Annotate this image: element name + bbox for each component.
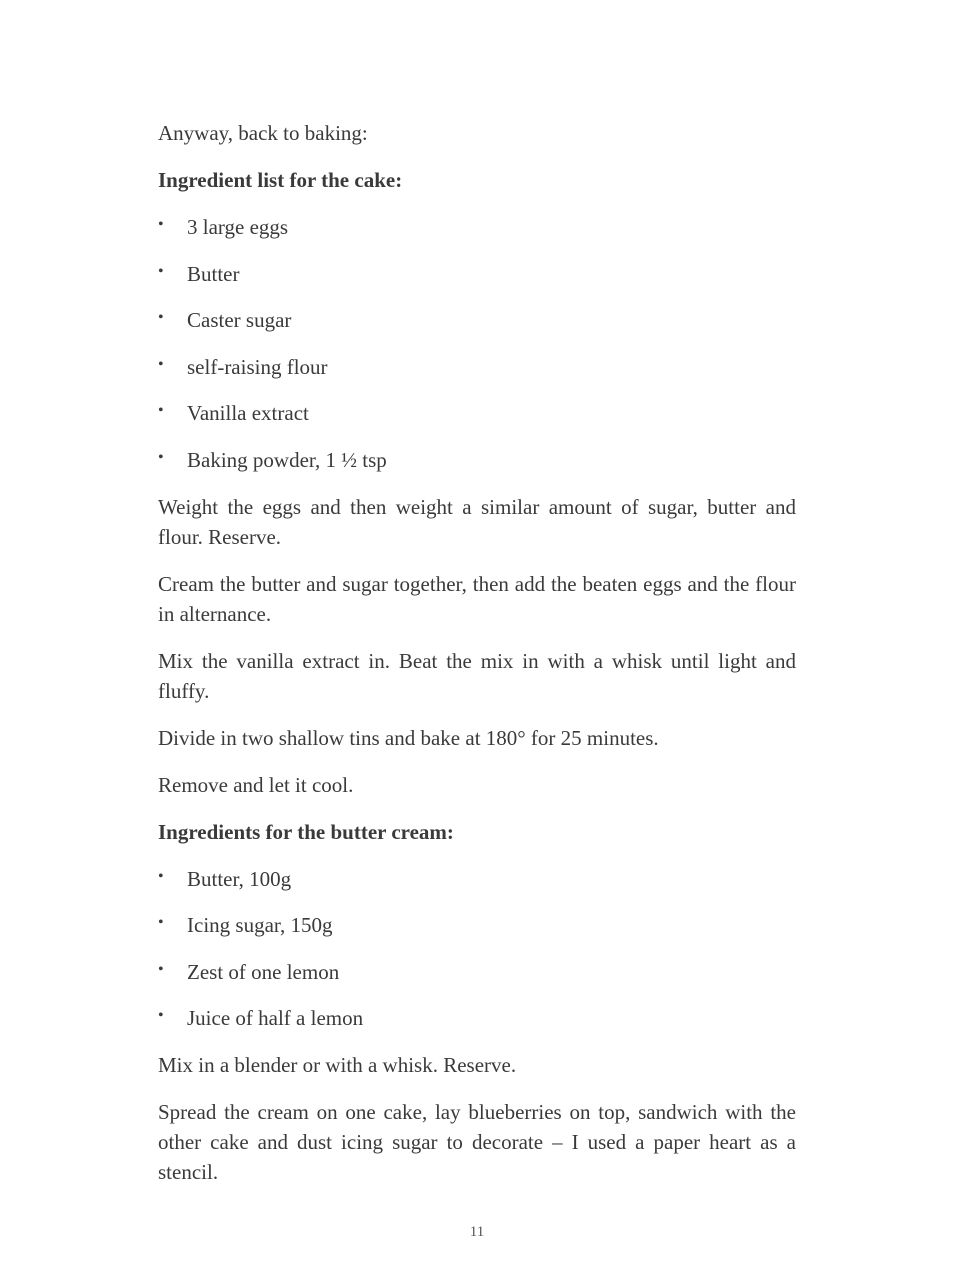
- list-item: • Vanilla extract: [158, 398, 796, 428]
- bullet-icon: •: [158, 448, 164, 466]
- cake-ingredient-list: [158, 212, 796, 475]
- bullet-icon: •: [158, 867, 164, 885]
- bullet-icon: •: [158, 914, 164, 932]
- step-paragraph: Cream the butter and sugar together, then add the beaten eggs and the flour in alternance.: [158, 571, 796, 626]
- step-paragraph: Remove and let it cool.: [158, 772, 354, 797]
- step-paragraph: Mix the vanilla extract in. Beat the mix in with a whisk until light and fluffy.: [158, 648, 796, 703]
- cake-ingredients-heading: Ingredient list for the cake:: [158, 168, 403, 192]
- butter-cream-heading: Ingredients for the butter cream:: [158, 819, 454, 844]
- step-paragraph: Mix in a blender or with a whisk. Reserve.: [158, 1052, 517, 1077]
- step-paragraph: Weight the eggs and then weight a similar amount of sugar, butter and flour. Reserve.: [158, 494, 796, 549]
- list-item: • Caster sugar: [158, 305, 796, 335]
- bullet-icon: •: [158, 355, 164, 373]
- butter-cream-ingredient-list: [158, 864, 796, 1034]
- list-item: • Icing sugar, 150g: [158, 910, 796, 940]
- bullet-icon: •: [158, 960, 164, 978]
- list-item: • 3 large eggs: [158, 212, 796, 242]
- bullet-icon: •: [158, 1007, 164, 1025]
- step-paragraph: Divide in two shallow tins and bake at 180° for 25 minutes.: [158, 725, 659, 750]
- list-item: • Baking powder, 1 ½ tsp: [158, 445, 796, 475]
- list-item: • Butter, 100g: [158, 864, 796, 894]
- list-item: • self-raising flour: [158, 352, 796, 382]
- bullet-icon: •: [158, 262, 164, 280]
- bullet-icon: •: [158, 216, 164, 233]
- list-item: • Butter: [158, 259, 796, 289]
- list-item: • Juice of half a lemon: [158, 1003, 796, 1033]
- bullet-icon: •: [158, 309, 164, 327]
- step-paragraph: Spread the cream on one cake, lay blueberries on top, sandwich with the other cake and dust icing sugar to decorate – I used a paper heart as a stencil.: [158, 1099, 796, 1184]
- intro-text: Anyway, back to baking:: [158, 121, 368, 145]
- page-number: 11: [469, 1224, 485, 1240]
- bullet-icon: •: [158, 402, 164, 420]
- list-item: • Zest of one lemon: [158, 957, 796, 987]
- page-content: [158, 118, 796, 1204]
